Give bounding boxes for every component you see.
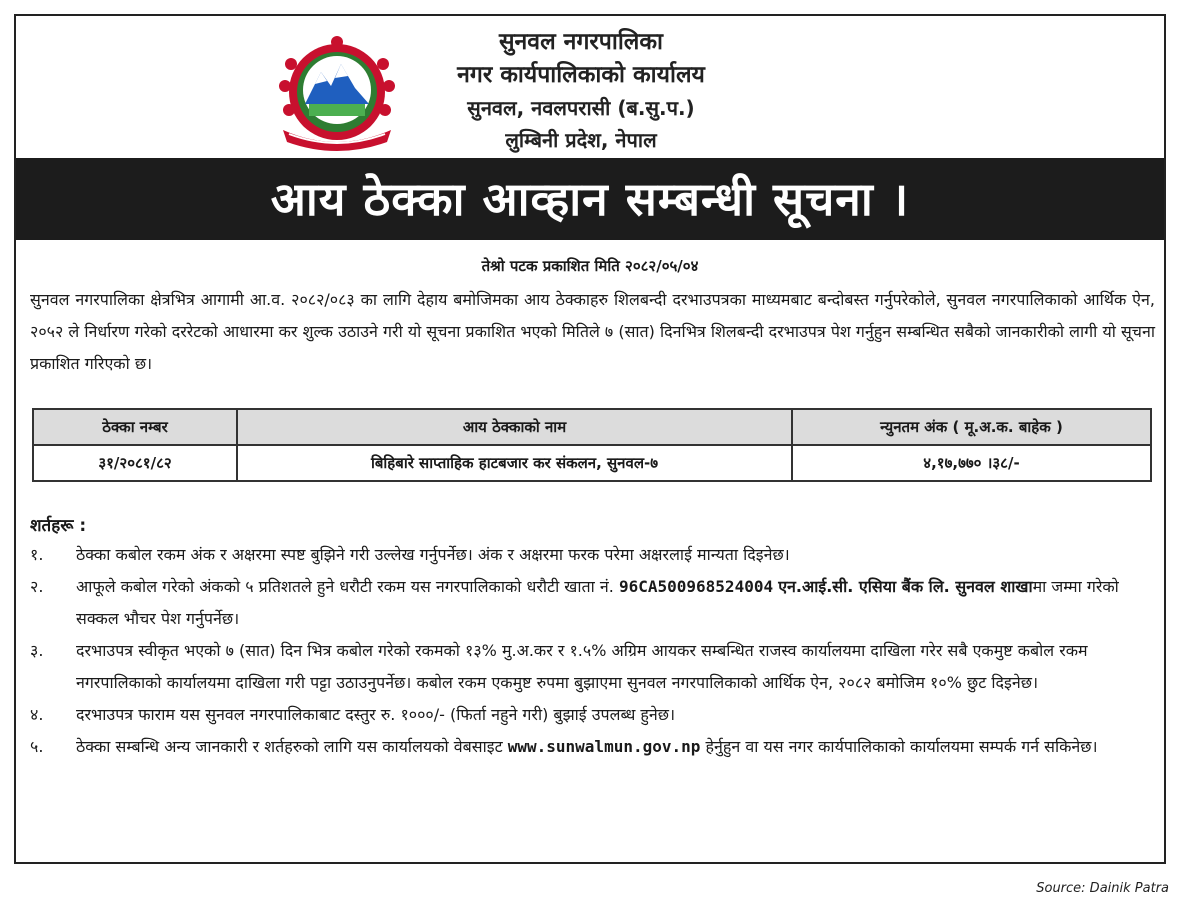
term-text: दरभाउपत्र फाराम यस सुनवल नगरपालिकाबाट दस्तुर रु. १०००/- (फिर्ता नहुने गरी) बुझाई उपलब्ध हुनेछ। <box>76 705 676 724</box>
notice-title-banner: आय ठेक्का आव्हान सम्बन्धी सूचना । <box>16 158 1164 240</box>
bank-name: एन.आई.सी. एसिया बैंक लि. सुनवल शाखा <box>778 577 1033 596</box>
organization-name <box>416 26 746 156</box>
intro-paragraph: सुनवल नगरपालिका क्षेत्रभित्र आगामी आ.व. २०८२/०८३ का लागि देहाय बमोजिमका आय ठेक्काहरु शिलबन्दी दरभाउपत्रका माध्यमबाट बन्दोबस्त गर्नुपरेकोले, सुनवल नगरपालिकाको आर्थिक ऐन, २०५२ ले निर्धारण गरेको दररेटको आधारमा कर शुल्क उठाउने गरी यो सूचना प्रकाशित भएको मितिले ७ (सात) दिनभित्र शिलबन्दी दरभाउपत्र पेश गर्नुहुन सम्बन्धित सबैको जानकारीको लागी यो सूचना प्रकाशित गरिएको छ। <box>30 290 1155 373</box>
website-link[interactable]: www.sunwalmun.gov.np <box>507 737 701 756</box>
province: लुम्बिनी प्रदेश, नेपाल <box>505 128 657 152</box>
nepal-emblem-icon <box>269 34 405 154</box>
municipality-name: सुनवल नगरपालिका <box>498 29 664 55</box>
contract-number: ३१/२०८१/८२ <box>33 445 237 481</box>
contract-name: बिहिबारे साप्ताहिक हाटबजार कर संकलन, सुनवल-७ <box>237 445 792 481</box>
term-text: ठेक्का कबोल रकम अंक र अक्षरमा स्पष्ट बुझिने गरी उल्लेख गर्नुपर्नेछ। अंक र अक्षरमा फरक परेमा अक्षरलाई मान्यता दिइनेछ। <box>76 545 790 564</box>
term-number: ४. <box>30 705 44 724</box>
term-text: मा जम्मा गरेको सक्कल भौचर पेश गर्नुपर्नेछ। <box>76 577 1119 628</box>
term-text: हेर्नुहुन वा यस नगर कार्यपालिकाको कार्यालयमा सम्पर्क गर्न सकिनेछ। <box>705 737 1098 756</box>
term-text: ठेक्का सम्बन्धि अन्य जानकारी र शर्तहरुको लागि यस कार्यालयको वेबसाइट <box>76 737 503 756</box>
column-header: न्युनतम अंक ( मू.अ.क. बाहेक ) <box>792 409 1151 445</box>
minimum-amount: ४,१७,७७० ।३८/- <box>792 445 1151 481</box>
table-header-row <box>33 409 1151 445</box>
term-number: ३. <box>30 641 44 660</box>
term-text: दरभाउपत्र स्वीकृत भएको ७ (सात) दिन भित्र कबोल गरेको रकमको १३% मु.अ.कर र १.५% अग्रिम आयकर सम्बन्धित राजस्व कार्यालयमा दाखिला गरेर सबै एकमुष्ट कबोल रकम नगरपालिकाको कार्यालयमा दाखिला गरी पट्टा उठाउनुपर्नेछ। कबोल रकम एकमुष्ट रुपमा बुझाएमा सुनवल नगरपालिकाको आर्थिक ऐन, २०८२ बमोजिम १०% छुट दिइनेछ। <box>76 641 1088 692</box>
office-name: नगर कार्यपालिकाको कार्यालय <box>457 62 705 88</box>
account-number: 96CA500968524004 <box>618 577 774 596</box>
list-item <box>30 635 1158 699</box>
terms-list <box>30 539 1158 763</box>
list-item <box>30 699 1158 731</box>
publish-date: तेश्रो पटक प्रकाशित मिति २०८२/०५/०४ <box>481 257 699 275</box>
terms-heading: शर्तहरू : <box>30 516 87 536</box>
term-number: १. <box>30 545 44 564</box>
list-item <box>30 731 1158 763</box>
column-header: आय ठेक्काको नाम <box>237 409 792 445</box>
notice <box>14 14 1166 864</box>
list-item <box>30 571 1158 635</box>
term-number: ५. <box>30 737 44 756</box>
tender-table <box>32 408 1152 482</box>
source-credit: Source: Dainik Patra <box>1036 881 1169 896</box>
table-row <box>33 445 1151 481</box>
office-address: सुनवल, नवलपरासी (ब.सु.प.) <box>467 96 695 120</box>
term-text: आफूले कबोल गरेको अंकको ५ प्रतिशतले हुने धरौटी रकम यस नगरपालिकाको धरौटी खाता नं. <box>76 577 614 596</box>
header <box>16 16 1164 158</box>
column-header: ठेक्का नम्बर <box>33 409 237 445</box>
term-number: २. <box>30 577 44 596</box>
list-item <box>30 539 1158 571</box>
